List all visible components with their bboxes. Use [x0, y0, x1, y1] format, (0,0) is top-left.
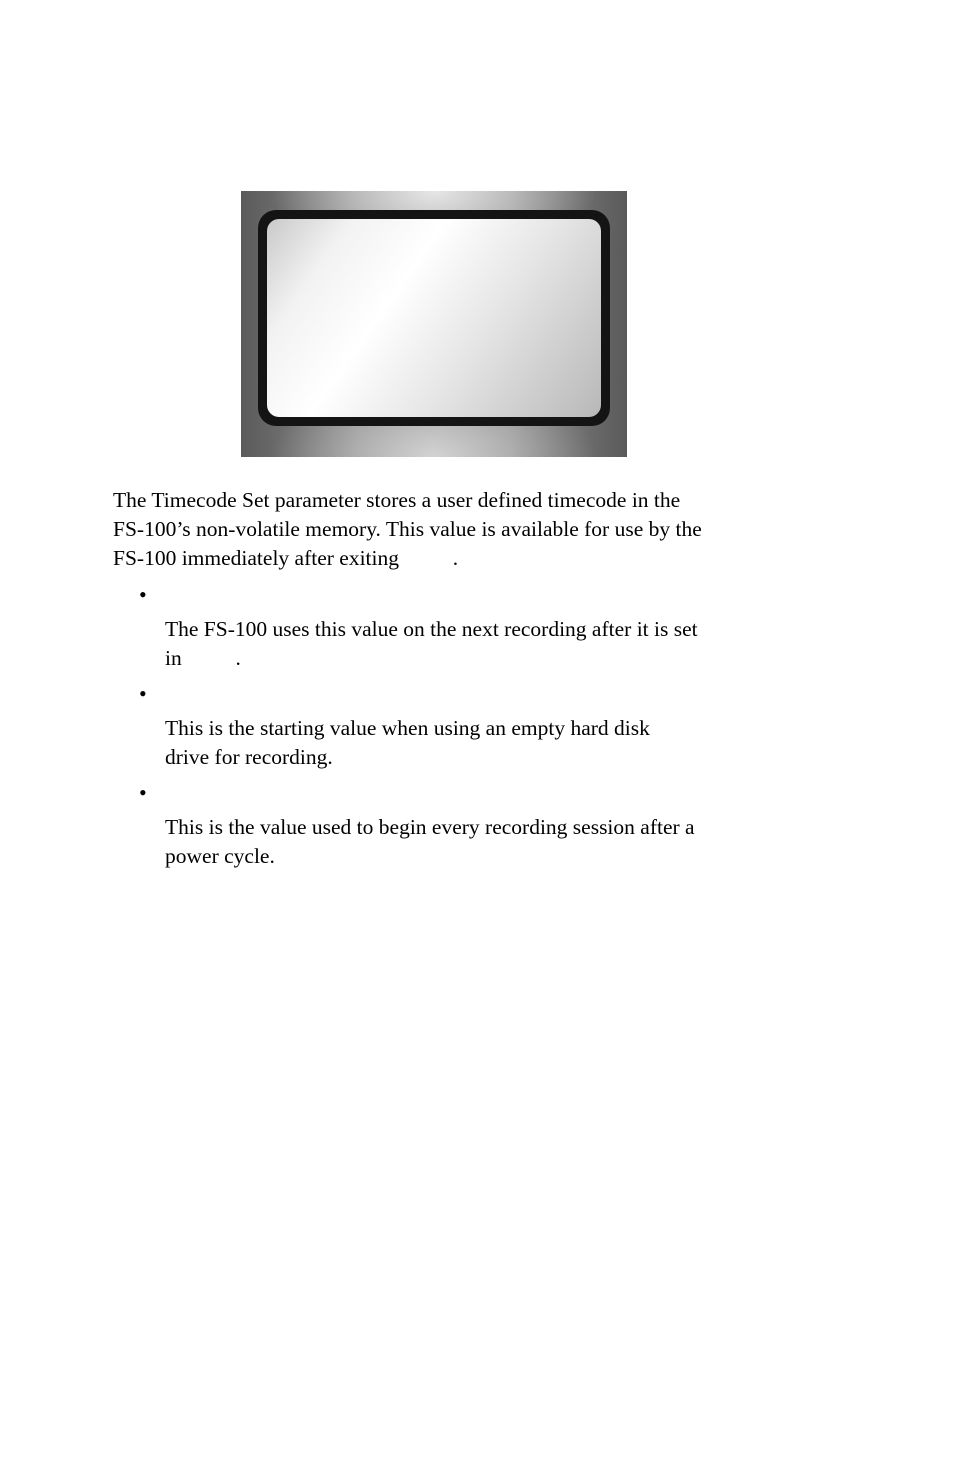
description-line: This is the value used to begin every recording session after a	[165, 815, 695, 839]
intro-paragraph	[113, 486, 833, 573]
description-line: The FS-100 uses this value on the next recording after it is set	[165, 617, 698, 641]
description-line: drive for recording.	[165, 745, 333, 769]
lcd-screen	[267, 219, 601, 417]
bullet-marker: •	[139, 681, 147, 706]
intro-line: FS-100’s non-volatile memory. This value is available for use by the	[113, 517, 702, 541]
description-line: power cycle.	[165, 844, 275, 868]
bullet-description	[165, 813, 845, 871]
intro-line: FS-100 immediately after exiting .	[113, 546, 459, 570]
bullet-description	[165, 714, 845, 772]
intro-line: The Timecode Set parameter stores a user defined timecode in the	[113, 488, 681, 512]
lcd-display-graphic	[241, 191, 627, 457]
lcd-bezel	[258, 210, 610, 426]
description-line: This is the starting value when using an empty hard disk	[165, 716, 650, 740]
bullet-marker: •	[139, 780, 147, 805]
description-line: in .	[165, 646, 241, 670]
bullet-description	[165, 615, 845, 673]
bullet-marker: •	[139, 582, 147, 607]
